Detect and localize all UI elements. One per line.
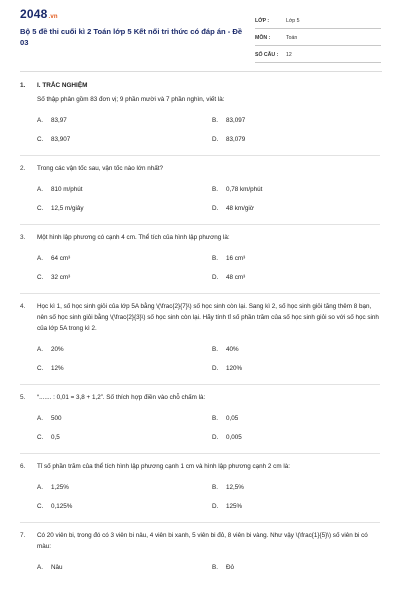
answer-options — [37, 346, 380, 372]
option-letter: D. — [212, 136, 219, 143]
question-number: 4. — [20, 303, 26, 310]
question-item — [20, 294, 380, 372]
option-text: 64 cm³ — [51, 255, 71, 262]
answer-option[interactable] — [212, 434, 387, 441]
option-letter: B. — [212, 255, 218, 262]
question-number: 2. — [20, 165, 26, 172]
answer-option[interactable] — [37, 415, 212, 422]
option-text: Nâu — [51, 564, 63, 571]
option-letter: D. — [212, 274, 219, 281]
answer-option[interactable] — [37, 136, 212, 143]
option-text: 1,25% — [51, 484, 69, 491]
option-text: 16 cm³ — [226, 255, 246, 262]
header-divider — [20, 71, 382, 72]
option-text: 83,079 — [226, 136, 246, 143]
question-header — [20, 301, 380, 334]
meta-value: Toán — [286, 35, 298, 41]
meta-panel — [255, 14, 381, 65]
question-number: 3. — [20, 234, 26, 241]
option-letter: B. — [212, 564, 218, 571]
answer-options — [37, 415, 380, 441]
question-number: 6. — [20, 463, 26, 470]
answer-options — [37, 564, 380, 571]
question-header — [20, 163, 380, 174]
question-item — [20, 94, 380, 143]
option-letter: C. — [37, 365, 44, 372]
answer-option[interactable] — [37, 186, 212, 193]
question-item — [20, 385, 380, 441]
option-text: 83,097 — [226, 117, 246, 124]
meta-value: 12 — [286, 52, 292, 58]
meta-row-class — [255, 14, 381, 29]
option-letter: A. — [37, 346, 43, 353]
option-letter: B. — [212, 346, 218, 353]
question-text: Trong các vận tốc sau, vận tốc nào lớn nhất? — [37, 165, 164, 172]
option-text: 0,5 — [51, 434, 60, 441]
option-letter: D. — [212, 205, 219, 212]
option-letter: B. — [212, 484, 218, 491]
option-text: 48 km/giờ — [226, 205, 254, 212]
option-text: 12,5 m/giây — [51, 205, 84, 212]
answer-option[interactable] — [37, 484, 212, 491]
answer-option[interactable] — [212, 274, 387, 281]
answer-options — [37, 186, 380, 212]
option-text: 12,5% — [226, 484, 244, 491]
option-letter: A. — [37, 484, 43, 491]
question-item — [20, 454, 380, 510]
question-header — [20, 530, 380, 552]
option-text: 125% — [226, 503, 243, 510]
answer-option[interactable] — [212, 415, 387, 422]
option-text: 0,05 — [226, 415, 239, 422]
option-letter: B. — [212, 415, 218, 422]
question-number: 5. — [20, 394, 26, 401]
option-letter: D. — [212, 365, 219, 372]
option-letter: A. — [37, 255, 43, 262]
answer-option[interactable] — [212, 255, 387, 262]
option-letter: A. — [37, 186, 43, 193]
answer-options — [37, 255, 380, 281]
answer-option[interactable] — [37, 255, 212, 262]
question-header — [20, 392, 380, 403]
option-letter: A. — [37, 415, 43, 422]
answer-option[interactable] — [37, 346, 212, 353]
question-text: Học kì 1, số học sinh giỏi của lớp 5A bằng \(\frac{2}{7}\) số học sinh còn lại. Sang kì 2, số học sinh giỏi tăng thêm 8 bạn, nên số học sinh giỏi bằng \(\frac{2}{3}\) số học sinh còn lại. Hãy tính tỉ số phần trăm của số học sinh giỏi so với số học sinh của lớp 5A trong kì 2. — [37, 303, 379, 332]
option-text: 0,78 km/phút — [226, 186, 263, 193]
site-logo[interactable] — [20, 7, 58, 21]
answer-option[interactable] — [212, 136, 387, 143]
answer-option[interactable] — [212, 365, 387, 372]
answer-option[interactable] — [212, 564, 387, 571]
option-letter: B. — [212, 186, 218, 193]
option-text: 0,125% — [51, 503, 73, 510]
answer-option[interactable] — [37, 365, 212, 372]
answer-option[interactable] — [37, 205, 212, 212]
answer-option[interactable] — [212, 503, 387, 510]
question-item — [20, 225, 380, 281]
question-text: “....... : 0,01 = 3,8 + 1,2”. Số thích hợp điền vào chỗ chấm là: — [37, 394, 206, 401]
option-text: Đỏ — [226, 564, 235, 571]
meta-value: Lớp 5 — [286, 18, 300, 24]
option-text: 83,97 — [51, 117, 67, 124]
question-text: Tỉ số phần trăm của thể tích hình lập phương cạnh 1 cm và hình lập phương cạnh 2 cm là: — [37, 463, 290, 470]
meta-row-count — [255, 48, 381, 63]
question-text: Số thập phân gồm 83 đơn vị; 9 phần mười và 7 phần nghìn, viết là: — [37, 96, 225, 103]
answer-option[interactable] — [37, 434, 212, 441]
answer-option[interactable] — [37, 503, 212, 510]
option-letter: C. — [37, 205, 44, 212]
option-letter: B. — [212, 117, 218, 124]
option-text: 12% — [51, 365, 64, 372]
option-letter: C. — [37, 274, 44, 281]
option-text: 0,005 — [226, 434, 242, 441]
answer-option[interactable] — [212, 186, 387, 193]
option-text: 40% — [226, 346, 239, 353]
answer-option[interactable] — [212, 484, 387, 491]
page-header — [0, 0, 400, 66]
answer-options — [37, 117, 380, 143]
section-number: 1. — [20, 81, 26, 89]
option-letter: C. — [37, 136, 44, 143]
logo-text: 2048 — [20, 7, 48, 21]
answer-options — [37, 484, 380, 510]
answer-option[interactable] — [212, 117, 387, 124]
answer-option[interactable] — [212, 205, 387, 212]
option-letter: A. — [37, 564, 43, 571]
option-text: 20% — [51, 346, 64, 353]
option-letter: D. — [212, 503, 219, 510]
answer-option[interactable] — [37, 274, 212, 281]
option-text: 48 cm³ — [226, 274, 246, 281]
question-header — [20, 461, 380, 472]
answer-option[interactable] — [212, 346, 387, 353]
document-title: Bộ 5 đề thi cuối kì 2 Toán lớp 5 Kết nối tri thức có đáp án - Đề 03 — [20, 27, 243, 47]
question-header — [20, 232, 380, 243]
option-letter: C. — [37, 503, 44, 510]
question-text: Có 20 viên bi, trong đó có 3 viên bi nâu, 4 viên bi xanh, 5 viên bi đỏ, 8 viên bi vàng. Như vậy \(\frac{1}{5}\) số viên bi có màu: — [37, 532, 368, 550]
option-text: 500 — [51, 415, 62, 422]
meta-label: LỚP : — [255, 18, 270, 24]
option-text: 810 m/phút — [51, 186, 83, 193]
question-number: 7. — [20, 532, 26, 539]
option-text: 32 cm³ — [51, 274, 71, 281]
option-letter: A. — [37, 117, 43, 124]
question-item — [20, 156, 380, 212]
option-letter: D. — [212, 434, 219, 441]
question-item — [20, 523, 380, 571]
question-list — [20, 78, 380, 571]
meta-label: MÔN : — [255, 35, 271, 41]
answer-option[interactable] — [37, 564, 212, 571]
option-text: 83,907 — [51, 136, 71, 143]
section-title: I. TRẮC NGHIỆM — [37, 81, 88, 89]
answer-option[interactable] — [37, 117, 212, 124]
option-text: 120% — [226, 365, 243, 372]
option-letter: C. — [37, 434, 44, 441]
section-heading — [20, 78, 380, 92]
meta-label: SỐ CÂU : — [255, 52, 279, 58]
logo-sub: .vn — [48, 14, 58, 20]
meta-row-subject — [255, 31, 381, 46]
question-text: Một hình lập phương có cạnh 4 cm. Thể tích của hình lập phương là: — [37, 234, 230, 241]
